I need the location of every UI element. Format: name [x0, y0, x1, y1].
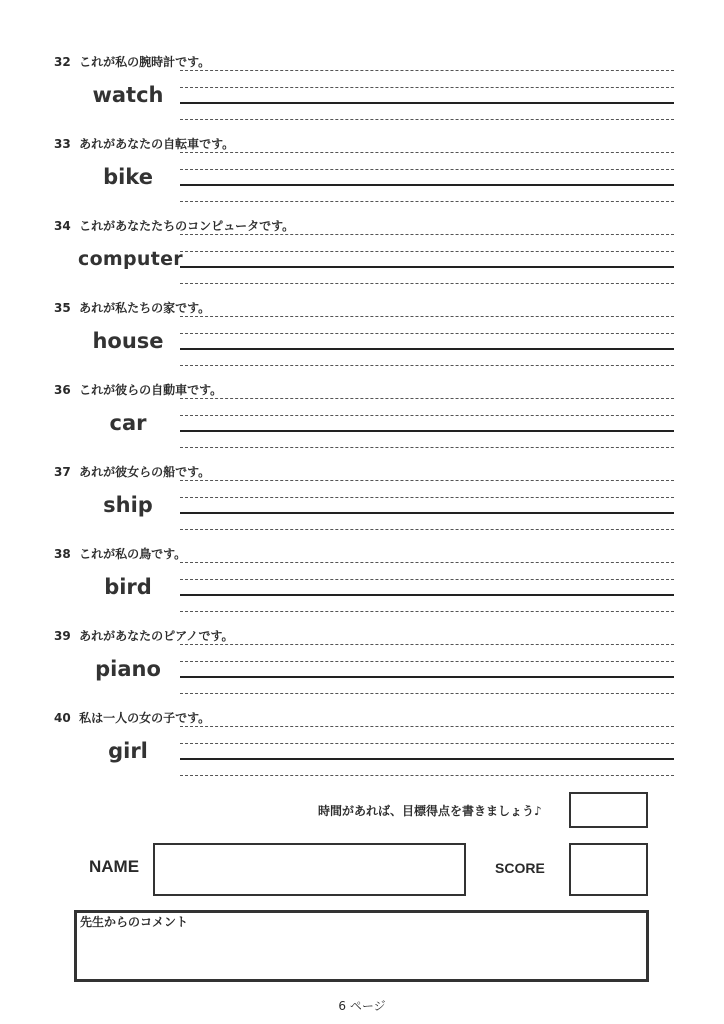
item-prompt	[54, 711, 210, 725]
guide-line-top	[180, 726, 674, 727]
item-number: 35	[54, 301, 71, 315]
worksheet-item	[0, 301, 724, 383]
guide-line-upper	[180, 743, 674, 744]
guide-line-upper	[180, 87, 674, 88]
item-word: watch	[92, 83, 164, 107]
item-sentence: これがあなたたちのコンピュータです。	[79, 219, 295, 233]
worksheet-item	[0, 219, 724, 301]
guide-line-base	[180, 676, 674, 678]
guide-line-upper	[180, 579, 674, 580]
guide-line-top	[180, 480, 674, 481]
worksheet-item	[0, 465, 724, 547]
item-number: 40	[54, 711, 71, 725]
guide-line-base	[180, 348, 674, 350]
guide-line-top	[180, 234, 674, 235]
guide-line-upper	[180, 333, 674, 334]
guide-line-upper	[180, 251, 674, 252]
item-sentence: これが私の腕時計です。	[79, 55, 211, 69]
item-sentence: 私は一人の女の子です。	[79, 711, 211, 725]
item-number: 38	[54, 547, 71, 561]
item-prompt	[54, 547, 186, 561]
item-word: computer	[78, 248, 183, 270]
item-prompt	[54, 301, 210, 315]
item-sentence: あれが私たちの家です。	[79, 301, 211, 315]
page-number: 6 ページ	[338, 999, 386, 1013]
score-label: SCORE	[495, 860, 545, 876]
guide-line-base	[180, 430, 674, 432]
goal-instruction: 時間があれば、目標得点を書きましょう♪	[318, 804, 542, 818]
item-sentence: あれがあなたの自転車です。	[79, 137, 235, 151]
guide-line-base	[180, 594, 674, 596]
item-word: ship	[103, 493, 153, 517]
item-word: car	[109, 411, 147, 435]
item-number: 33	[54, 137, 71, 151]
guide-line-base	[180, 266, 674, 268]
guide-line-upper	[180, 661, 674, 662]
teacher-comment-label: 先生からのコメント	[80, 915, 189, 929]
guide-line-top	[180, 562, 674, 563]
guide-line-bottom	[180, 365, 674, 366]
worksheet-item	[0, 547, 724, 629]
guide-line-bottom	[180, 775, 674, 776]
item-word: house	[92, 329, 164, 353]
name-field[interactable]	[153, 843, 466, 896]
worksheet-item	[0, 629, 724, 711]
item-sentence: あれが彼女らの船です。	[79, 465, 211, 479]
guide-line-base	[180, 758, 674, 760]
guide-line-bottom	[180, 283, 674, 284]
guide-line-top	[180, 316, 674, 317]
guide-line-upper	[180, 415, 674, 416]
guide-line-upper	[180, 169, 674, 170]
guide-line-bottom	[180, 447, 674, 448]
guide-line-bottom	[180, 201, 674, 202]
worksheet-item	[0, 383, 724, 465]
worksheet-item	[0, 55, 724, 137]
guide-line-top	[180, 398, 674, 399]
item-prompt	[54, 55, 210, 69]
item-number: 32	[54, 55, 71, 69]
item-prompt	[54, 137, 234, 151]
item-prompt	[54, 629, 234, 643]
item-word: piano	[95, 657, 161, 681]
item-prompt	[54, 465, 210, 479]
guide-line-bottom	[180, 119, 674, 120]
item-prompt	[54, 383, 222, 397]
guide-line-bottom	[180, 529, 674, 530]
item-sentence: これが彼らの自動車です。	[79, 383, 223, 397]
item-prompt	[54, 219, 294, 233]
name-label: NAME	[89, 857, 140, 876]
guide-line-base	[180, 102, 674, 104]
item-number: 36	[54, 383, 71, 397]
goal-score-box[interactable]	[569, 792, 648, 828]
guide-line-upper	[180, 497, 674, 498]
item-word: girl	[108, 739, 148, 763]
score-box[interactable]	[569, 843, 648, 896]
guide-line-bottom	[180, 611, 674, 612]
guide-line-base	[180, 512, 674, 514]
item-sentence: これが私の鳥です。	[79, 547, 187, 561]
item-number: 39	[54, 629, 71, 643]
item-word: bike	[103, 165, 153, 189]
worksheet-item	[0, 711, 724, 793]
guide-line-bottom	[180, 693, 674, 694]
worksheet-item	[0, 137, 724, 219]
guide-line-top	[180, 70, 674, 71]
item-number: 34	[54, 219, 71, 233]
item-number: 37	[54, 465, 71, 479]
guide-line-top	[180, 152, 674, 153]
guide-line-base	[180, 184, 674, 186]
item-word: bird	[104, 575, 152, 599]
guide-line-top	[180, 644, 674, 645]
item-sentence: あれがあなたのピアノです。	[79, 629, 234, 643]
